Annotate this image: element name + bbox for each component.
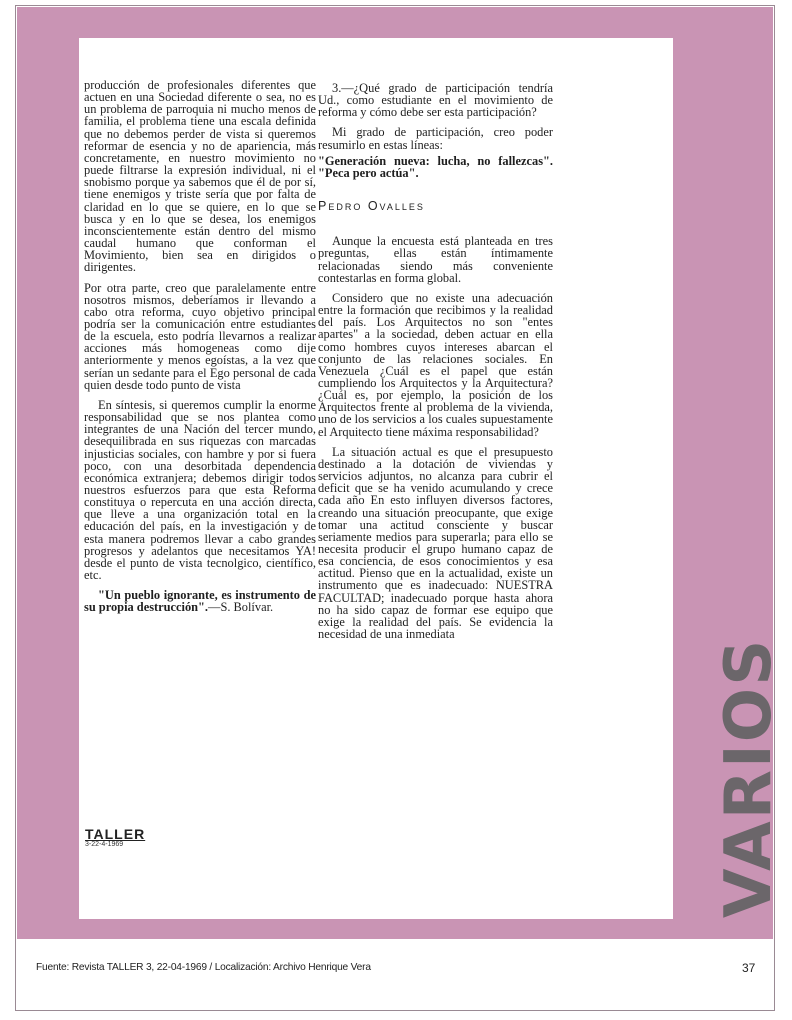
quote-text: "Un pueblo ignorante, es instrumento de su propia destrucción". xyxy=(84,588,316,615)
paragraph: Considero que no existe una adecuación entre la formación que recibimos y la realidad del país. Los Arquitectos no son "entes apartes" a la sociedad, deben actuar en ella como hombres cuyos intereses abarcan el conjunto de las relaciones sociales. En Venezuela ¿Cuál es el papel que están cumpliendo los Arquitectos y la Arquitectura? ¿Cuál es, por ejemplo, la posición de los Arquitectos frente al problema de la vivienda, uno de los servicios a los cuales supuestamente el Arquitecto tiene máxima responsabilidad? xyxy=(318,290,553,439)
right-text-column xyxy=(318,82,553,648)
paragraph: Por otra parte, creo que paralelamente entre nosotros mismos, deberíamos ir llevando a cabo otra reforma, cuyo objetivo principal podría ser la comunicación entre estudiantes de la escuela, esto podría llevarnos a realizar acciones más homogeneas como dije anteriormente y menos egoístas, a la vez que serían un sedante para el Ego personal de cada quien desde todo punto de vista xyxy=(84,280,316,392)
logo-date: 3-22-4-1969 xyxy=(85,841,124,848)
source-caption: Fuente: Revista TALLER 3, 22-04-1969 / Localización: Archivo Henrique Vera xyxy=(36,962,371,973)
logo-name: TALLER xyxy=(85,826,146,842)
paragraph: producción de profesionales diferentes que actuen en una Sociedad diferente o sea, no es un problema de parroquia ni mucho menos de familia, el problema tiene una escala definida que no debemos perder de vista si queremos reformar de esencia y no de apariencia, más concretamente, en nuestro movimiento no puede filtrarse la expresión individual, ni el snobismo porque ya sabemos que él de por sí, tiene enemigos y triste sería que por falta de claridad en lo que se quiere, en lo que se busca y en lo que se desea, los enemigos inconscientemente están dentro del mismo caudal humano que conforman el Movimiento, bien sea en dirigidos o dirigentes. xyxy=(84,78,316,275)
bolivar-quote xyxy=(84,589,316,613)
motto: "Generación nueva: lucha, no fallezcas". "Peca pero actúa". xyxy=(318,153,553,180)
answer-3: Mi grado de participación, creo poder resumirlo en estas líneas: xyxy=(318,125,553,152)
section-label: VARIOS xyxy=(712,637,786,918)
paragraph: Aunque la encuesta está planteada en tres preguntas, ellas están íntimamente relacionadas siendo más conveniente contestarlas en forma global. xyxy=(318,234,553,285)
paragraph: En síntesis, si queremos cumplir la enorme responsabilidad que se nos plantea como integrantes de una Nación del tercer mundo, desequilibrada en sus riquezas con marcadas injusticias sociales, con hambre y por si fuera poco, con una desorbitada dependencia económica extranjera; debemos dirigir todos nuestros esfuerzos para que esta Reforma constituya o repercuta en una acción directa, que lleve a una organización total en la educación del país, en la investigación y de esta manera podremos llevar a cabo grandes progresos y adelantos que necesitamos YA! desde el punto de vista tecnolgico, científico, etc. xyxy=(84,397,316,583)
paragraph: La situación actual es que el presupuesto destinado a la dotación de viviendas y servicios adjuntos, no alcanza para cubrir el deficit que se ha venido acumulando y crece cada año En esto influyen diversos factores, creando una situación preocupante, que exige tomar una actitud consciente y buscar seriamente medios para superarla; para ello se necesita producir el grupo humano capaz de esa conciencia, de esos conocimientos y esa actitud. Pienso que en la actualidad, existe un instrumento que es inadecuado: NUESTRA FACULTAD; inadecuado porque hasta ahora no ha sido capaz de formar ese equipo que exige la realidad del país. Se evidencia la necesidad de una inmediata xyxy=(318,444,553,642)
quote-attribution: —S. Bolívar. xyxy=(208,600,274,615)
author-heading: Pedro Ovalles xyxy=(318,199,425,214)
question-3: 3.—¿Qué grado de participación tendría Ud., como estudiante en el movimiento de reforma y cómo debe ser esta participación? xyxy=(318,81,553,120)
taller-logo xyxy=(85,828,145,849)
left-text-column xyxy=(84,79,316,622)
page-number: 37 xyxy=(742,961,756,975)
